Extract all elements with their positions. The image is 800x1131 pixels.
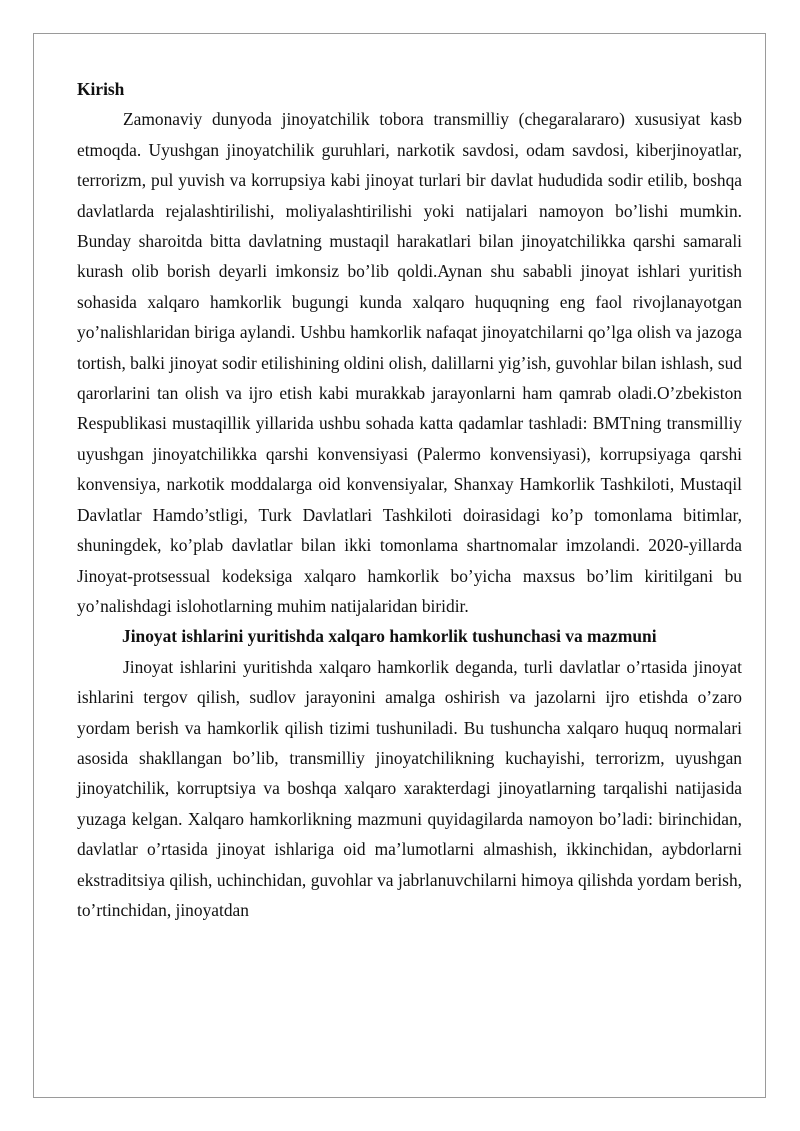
intro-paragraph: Zamonaviy dunyoda jinoyatchilik tobora transmilliy (chegaralararo) xususiyat kasb etmoqda. Uyushgan jinoyatchilik guruhlari, narkotik savdosi, odam savdosi, kiberjinoyatlar, terrorizm, pul yuvish va korrupsiya kabi jinoyat turlari bir davlat hududida sodir etilib, boshqa davlatlarda rejalashtirilishi, moliyalashtirilishi yoki natijalari namoyon bo’lishi mumkin. Bunday sharoitda bitta davlatning mustaqil harakatlari bilan jinoyatchilikka qarshi samarali kurash olib borish deyarli imkonsiz bo’lib qoldi.Aynan shu sababli jinoyat ishlari yuritish sohasida xalqaro hamkorlik bugungi kunda xalqaro huquqning eng faol rivojlanayotgan yo’nalishlaridan biriga aylandi. Ushbu hamkorlik nafaqat jinoyatchilarni qo’lga olish va jazoga tortish, balki jinoyat sodir etilishining oldini olish, dalillarni yig’ish, guvohlar bilan ishlash, sud qarorlarini tan olish va ijro etish kabi murakkab jarayonlarni ham qamrab oladi.O’zbekiston Respublikasi mustaqillik yillarida ushbu sohada katta qadamlar tashladi: BMTning transmilliy uyushgan jinoyatchilikka qarshi konvensiyasi (Palermo konvensiyasi), korrupsiyaga qarshi konvensiya, narkotik moddalarga oid konvensiyalar, Shanxay Hamkorlik Tashkiloti, Mustaqil Davlatlar Hamdo’stligi, Turk Davlatlari Tashkiloti doirasidagi ko’p tomonlama bitimlar, shuningdek, ko’plab davlatlar bilan ikki tomonlama shartnomalar imzolandi. 2020-yillarda Jinoyat-protsessual kodeksiga xalqaro hamkorlik bo’yicha maxsus bo’lim kiritilgani bu yo’nalishdagi islohotlarning muhim natijalaridan biridir. [77,109,742,616]
document-body [77,74,742,925]
section-heading: Jinoyat ishlarini yuritishda xalqaro hamkorlik tushunchasi va mazmuni [122,626,657,647]
section-paragraph: Jinoyat ishlarini yuritishda xalqaro hamkorlik deganda, turli davlatlar o’rtasida jinoyat ishlarini tergov qilish, sudlov jarayonini amalga oshirish va jazolarni ijro etishda o’zaro yordam berish va hamkorlik qilish tizimi tushuniladi. Bu tushuncha xalqaro huquq normalari asosida shakllangan bo’lib, transmilliy jinoyatchilikning kuchayishi, terrorizm, uyushgan jinoyatchilik, korruptsiya va boshqa xalqaro xarakterdagi jinoyatlarning tarqalishi natijasida yuzaga kelgan. Xalqaro hamkorlikning mazmuni quyidagilarda namoyon bo’ladi: birinchidan, davlatlar o’rtasida jinoyat ishlariga oid ma’lumotlarni almashish, ikkinchidan, aybdorlarni ekstraditsiya qilish, uchinchidan, guvohlar va jabrlanuvchilarni himoya qilishda yordam berish, to’rtinchidan, jinoyatdan [77,656,742,920]
document-heading: Kirish [77,79,125,99]
